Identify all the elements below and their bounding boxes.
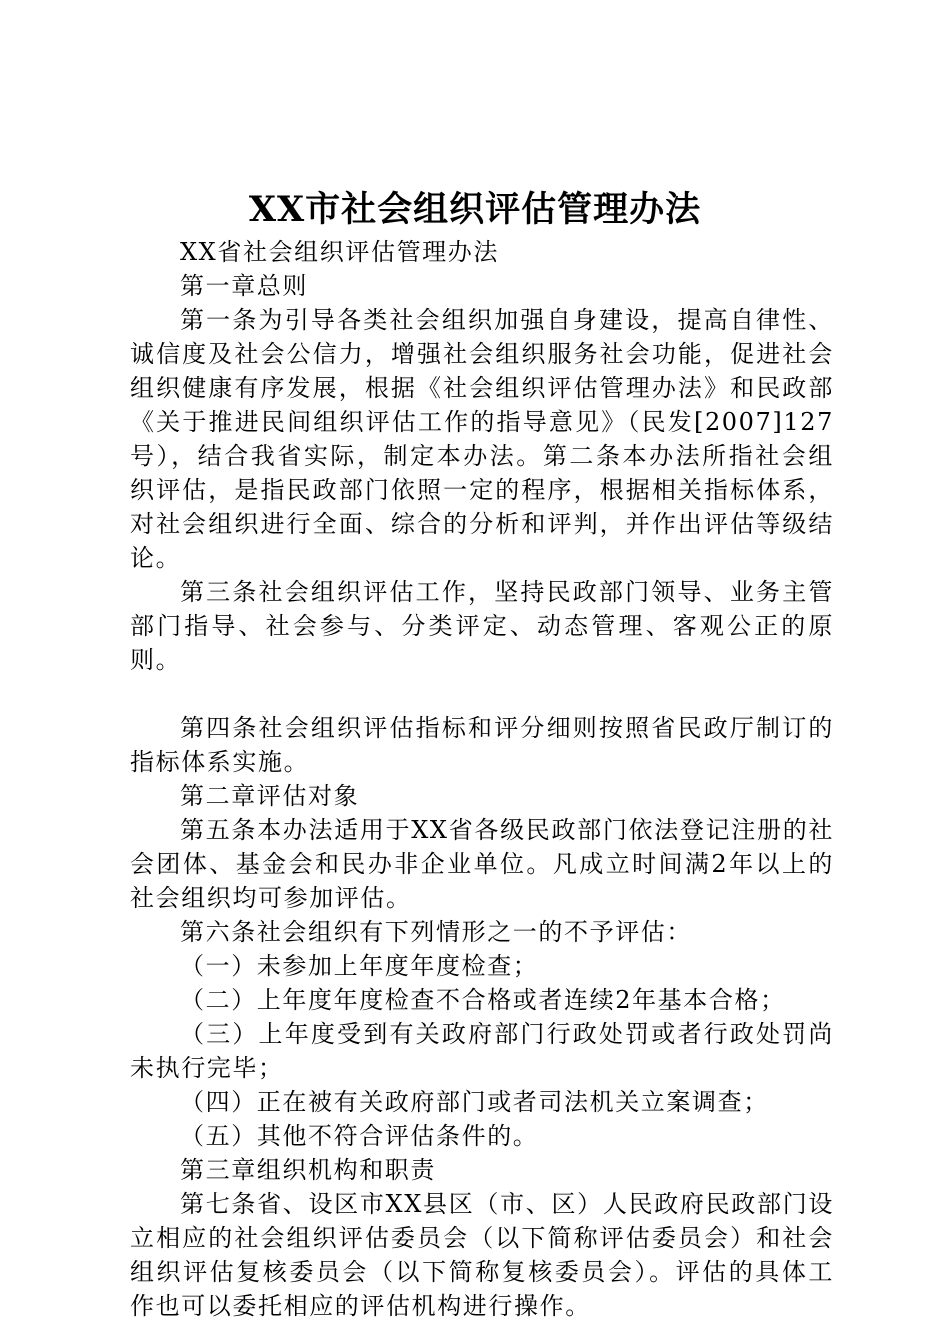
article-paragraph: 第六条社会组织有下列情形之一的不予评估： — [180, 918, 692, 946]
article-paragraph: 第三条社会组织评估工作，坚持民政部门领导、业务主管部门指导、社会参与、分类评定、动态管理、客观公正的原则。 — [130, 578, 834, 674]
list-item: （一）未参加上年度年度检查； — [180, 952, 539, 980]
list-item: （四）正在被有关政府部门或者司法机关立案调查； — [180, 1088, 769, 1116]
document-title: XX市社会组织评估管理办法 — [248, 189, 702, 230]
chapter-heading: 第一章总则 — [180, 272, 308, 300]
article-paragraph: 第五条本办法适用于XX省各级民政部门依法登记注册的社会团体、基金会和民办非企业单位。凡成立时间满2年以上的社会组织均可参加评估。 — [130, 816, 834, 912]
chapter-heading: 第三章组织机构和职责 — [180, 1156, 436, 1184]
list-item: （二）上年度年度检查不合格或者连续2年基本合格； — [180, 986, 786, 1014]
article-paragraph: 第一条为引导各类社会组织加强自身建设，提高自律性、诚信度及社会公信力，增强社会组织服务社会功能，促进社会组织健康有序发展，根据《社会组织评估管理办法》和民政部《关于推进民间组织评估工作的指导意见》（民发[2007]127号），结合我省实际，制定本办法。第二条本办法所指社会组织评估，是指民政部门依照一定的程序，根据相关指标体系，对社会组织进行全面、综合的分析和评判，并作出评估等级结论。 — [130, 306, 834, 572]
document-body — [130, 235, 834, 1323]
chapter-heading: 第二章评估对象 — [180, 782, 360, 810]
list-item: （三）上年度受到有关政府部门行政处罚或者行政处罚尚未执行完毕； — [130, 1020, 834, 1082]
subtitle-paragraph: XX省社会组织评估管理办法 — [180, 238, 499, 266]
list-item: （五）其他不符合评估条件的。 — [180, 1122, 539, 1150]
article-paragraph: 第四条社会组织评估指标和评分细则按照省民政厅制订的指标体系实施。 — [130, 714, 834, 776]
article-paragraph: 第七条省、设区市XX县区（市、区）人民政府民政部门设立相应的社会组织评估委员会（以下简称评估委员会）和社会组织评估复核委员会（以下简称复核委员会）。评估的具体工作也可以委托相应的评估机构进行操作。 — [130, 1190, 834, 1320]
